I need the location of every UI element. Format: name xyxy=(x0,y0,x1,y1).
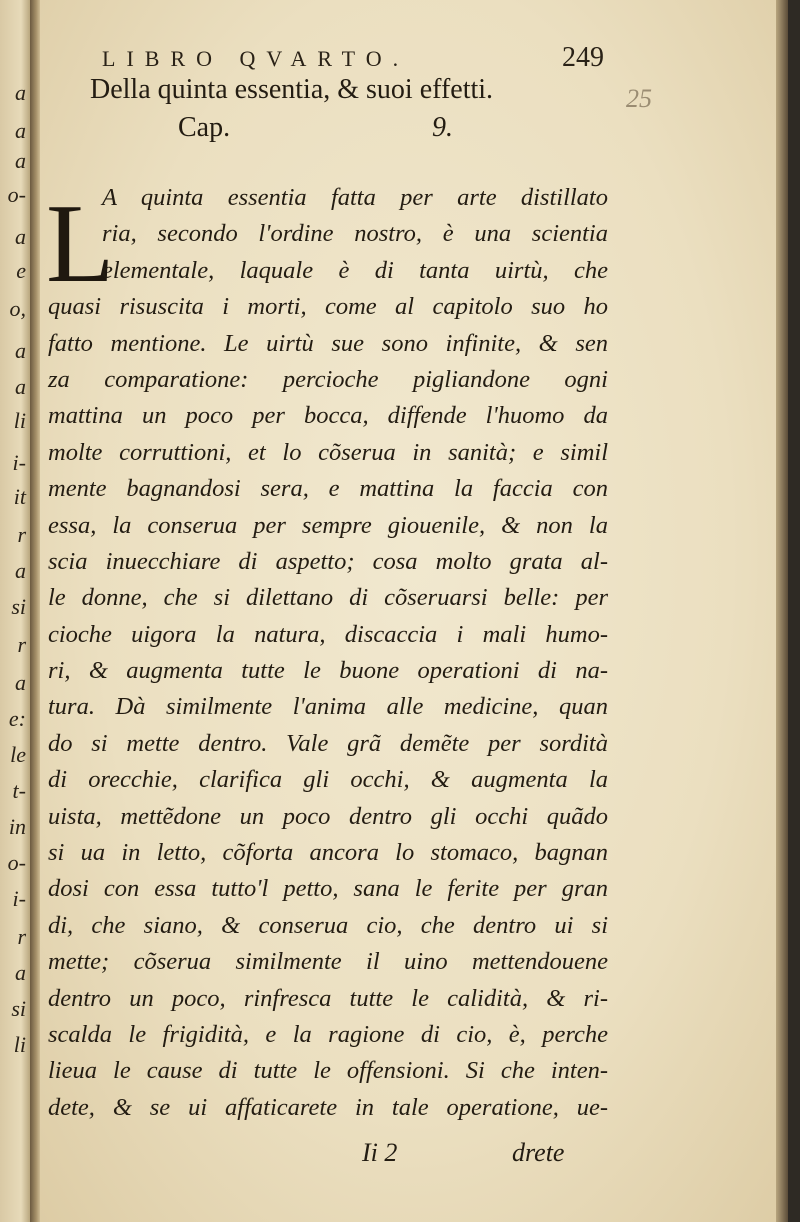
prev-page-fragment: it xyxy=(13,484,26,509)
prev-page-fragment: a xyxy=(15,224,26,249)
prev-page-fragment: o- xyxy=(7,182,26,207)
prev-page-fragment: a xyxy=(15,374,26,399)
prev-page-fragment: o, xyxy=(9,296,26,321)
text-line: lieua le cause di tutte le offensioni. Si che inten- xyxy=(48,1057,608,1085)
prev-page-fragment: a xyxy=(15,80,26,105)
prev-page-fragment: e xyxy=(16,258,26,283)
prev-page-fragment: a xyxy=(15,338,26,363)
prev-page-fragment: a xyxy=(15,960,26,985)
text-line: scalda le frigidità, e la ragione di cio, è, perche xyxy=(48,1020,608,1048)
text-line: mette; cõserua similmente il uino mettendouene xyxy=(48,948,608,976)
text-line: A quinta essentia fatta per arte distillato xyxy=(102,184,608,211)
text-line: mattina un poco per bocca, diffende l'huomo da xyxy=(48,402,608,430)
text-line: fatto mentione. Le uirtù sue sono infinite, & sen xyxy=(48,329,608,357)
text-line: quasi risuscita i morti, come al capitolo suo ho xyxy=(48,293,608,321)
prev-page-fragment: i- xyxy=(12,886,26,911)
handwritten-page-note: 25 xyxy=(626,84,652,113)
prev-page-fragment: a xyxy=(15,670,26,695)
book-page xyxy=(40,0,788,1222)
page-number: 249 xyxy=(562,42,604,73)
prev-page-fragment: r xyxy=(17,924,26,949)
prev-page-fragment: in xyxy=(8,814,26,839)
prev-page-fragment: si xyxy=(11,594,26,619)
chapter-label: Cap. xyxy=(178,112,231,143)
text-line: dete, & se ui affaticarete in tale operatione, ue- xyxy=(48,1093,608,1121)
page-edge xyxy=(776,0,788,1222)
text-line: di, che siano, & conserua cio, che dentro ui si xyxy=(48,911,608,939)
chapter-title: Della quinta essentia, & suoi effetti. xyxy=(90,74,494,105)
prev-page-fragment: e: xyxy=(8,706,26,731)
chapter-number: 9. xyxy=(432,112,453,143)
text-line: tura. Dà similmente l'anima alle medicine, quan xyxy=(48,693,608,721)
prev-page-fragment: t- xyxy=(12,778,26,803)
prev-page-fragment: r xyxy=(17,522,26,547)
prev-page-fragment: li xyxy=(13,408,26,433)
prev-page-fragment: a xyxy=(15,558,26,583)
text-line: le donne, che si dilettano di cõseruarsi belle: per xyxy=(48,584,608,612)
body-text xyxy=(48,180,608,1126)
prev-page-fragment: i- xyxy=(12,450,26,475)
book-gutter xyxy=(30,0,40,1222)
running-head: LIBRO QVARTO. xyxy=(102,46,410,71)
text-line: ri, & augmenta tutte le buone operationi di na- xyxy=(48,657,608,685)
prev-page-fragment: li xyxy=(13,1032,26,1057)
text-line: uista, mettẽdone un poco dentro gli occhi quãdo xyxy=(48,802,608,830)
text-line: molte corruttioni, et lo cõserua in sanità; e simil xyxy=(48,438,608,466)
page-footer xyxy=(40,1138,788,1174)
text-line: dentro un poco, rinfresca tutte le calidità, & ri- xyxy=(48,984,608,1012)
prev-page-fragment: r xyxy=(17,632,26,657)
prev-page-fragment: a xyxy=(15,148,26,173)
text-line: elementale, laquale è di tanta uirtù, che xyxy=(102,256,608,284)
prev-page-fragment: a xyxy=(15,118,26,143)
text-line: cioche uigora la natura, discaccia i mali humo- xyxy=(48,620,608,648)
signature-mark: Ii 2 xyxy=(362,1138,398,1167)
prev-page-fragment: o- xyxy=(7,850,26,875)
text-line: essa, la conserua per sempre giouenile, & non la xyxy=(48,511,608,539)
text-line: ria, secondo l'ordine nostro, è una scientia xyxy=(102,220,608,248)
catchword: drete xyxy=(512,1138,565,1167)
previous-page-edge xyxy=(0,0,30,1222)
text-line: si ua in letto, cõforta ancora lo stomaco, bagnan xyxy=(48,839,608,867)
text-line: za comparatione: percioche pigliandone ogni xyxy=(48,365,608,393)
drop-cap: L xyxy=(46,182,115,306)
text-line: scia inuecchiare di aspetto; cosa molto grata al- xyxy=(48,547,608,575)
page-header xyxy=(102,42,742,78)
text-line: mente bagnandosi sera, e mattina la faccia con xyxy=(48,475,608,503)
prev-page-fragment: le xyxy=(10,742,26,767)
text-line: dosi con essa tutto'l petto, sana le ferite per gran xyxy=(48,875,608,903)
text-line: do si mette dentro. Vale grã demẽte per sordità xyxy=(48,729,608,757)
text-line: di orecchie, clarifica gli occhi, & augmenta la xyxy=(48,766,608,794)
prev-page-fragment: si xyxy=(11,996,26,1021)
